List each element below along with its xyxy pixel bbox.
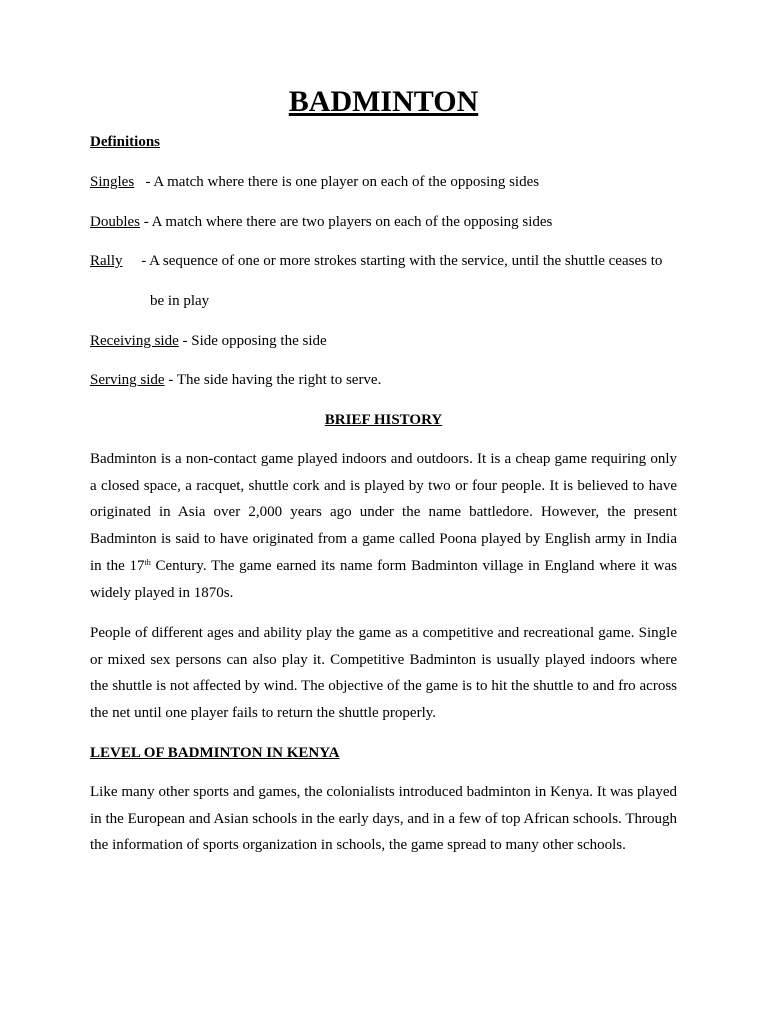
definition-doubles (90, 212, 677, 232)
definition-term: Doubles (90, 214, 140, 230)
definitions-heading: Definitions (90, 134, 161, 150)
definition-term: Rally (90, 253, 123, 269)
definition-separator: - (134, 174, 154, 190)
kenya-paragraph-1: Like many other sports and games, the colonialists introduced badminton in Kenya. It was played in the European and Asian schools in the early days, and in a few of top African schools. Through the information of sports organization in schools, the game spread to many other schools. (90, 784, 677, 854)
history-paragraph-1-part-b: Century. The game earned its name form Badminton village in England where it was widely played in 1870s. (90, 557, 677, 601)
definition-text: A match where there are two players on each of the opposing sides (151, 214, 553, 230)
definition-term: Receiving side (90, 333, 179, 349)
definition-text: The side having the right to serve. (176, 372, 382, 388)
definition-term: Singles (90, 174, 135, 190)
history-paragraph-2: People of different ages and ability play the game as a competitive and recreational game. Single or mixed sex persons can also play it. Competitive Badminton is usually played indoors where the shuttle is not affected by wind. The objective of the game is to hit the shuttle to and fro across the net until one player fails to return the shuttle properly. (90, 625, 677, 722)
history-paragraph-1-part-a: Badminton is a non-contact game played indoors and outdoors. It is a cheap game requiring only a closed space, a racquet, shuttle cork and is played by two or four people. It is believed to have originated in Asia over 2,000 years ago under the name battledore. However, the present Badminton is said to have originated from a game called Poona played by English army in India in the 17 (90, 451, 677, 574)
brief-history-heading: BRIEF HISTORY (324, 412, 443, 428)
definition-singles (90, 172, 677, 192)
definition-separator: - (140, 214, 152, 230)
document-title: BADMINTON (288, 85, 479, 118)
definition-text: Side opposing the side (191, 333, 327, 349)
definition-separator: - (164, 372, 177, 388)
ordinal-suffix: th (144, 557, 151, 567)
definition-term: Serving side (90, 372, 165, 388)
definition-text: A match where there is one player on each of the opposing sides (153, 174, 540, 190)
kenya-heading: LEVEL OF BADMINTON IN KENYA (90, 745, 340, 761)
definition-rally (90, 251, 677, 271)
definition-rally-continuation: be in play (150, 293, 210, 309)
definition-text: A sequence of one or more strokes starting with the service, until the shuttle ceases to (149, 253, 663, 269)
definition-separator: - (122, 253, 150, 269)
definition-receiving-side (90, 331, 677, 351)
history-paragraph-1 (90, 446, 677, 606)
definition-serving-side (90, 370, 677, 390)
definition-separator: - (178, 333, 192, 349)
